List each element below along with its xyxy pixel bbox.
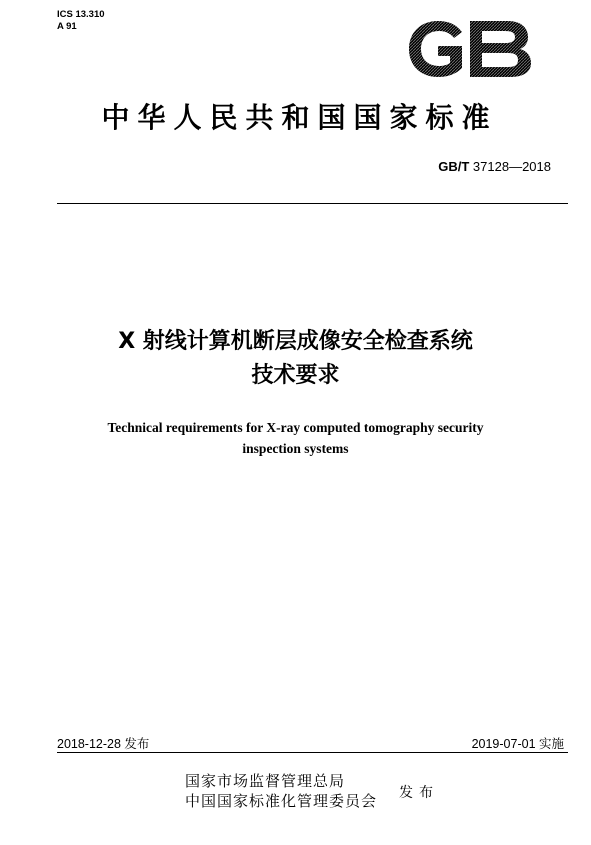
ics-code: ICS 13.310	[57, 9, 105, 20]
publish-label: 发布	[399, 785, 439, 801]
issuer-line2: 中国国家标准化管理委员会	[185, 792, 378, 810]
title-english	[0, 417, 591, 459]
title-english-line2: inspection systems	[242, 441, 349, 456]
issuer-line1: 国家市场监督管理总局	[185, 772, 346, 790]
standard-code-prefix: GB/T	[438, 159, 470, 174]
standard-name: 中华人民共和国国家标准	[101, 101, 498, 134]
title-chinese	[0, 325, 591, 393]
title-english-line1: Technical requirements for X-ray computed tomography security	[107, 420, 484, 435]
title-chinese-line1: X 射线计算机断层成像安全检查系统	[118, 329, 473, 354]
issue-date: 2018-12-28 发布	[57, 737, 150, 751]
gb-logo-icon	[404, 18, 534, 80]
standard-code	[438, 159, 551, 174]
classification-codes	[57, 9, 105, 32]
standard-code-number: 37128—2018	[472, 159, 551, 174]
bottom-divider	[57, 752, 568, 753]
implementation-date: 2019-07-01 实施	[471, 737, 564, 751]
ccs-code: A 91	[57, 20, 77, 32]
issuing-authorities	[185, 771, 377, 811]
title-chinese-line2: 技术要求	[251, 363, 340, 388]
top-divider	[57, 203, 568, 204]
